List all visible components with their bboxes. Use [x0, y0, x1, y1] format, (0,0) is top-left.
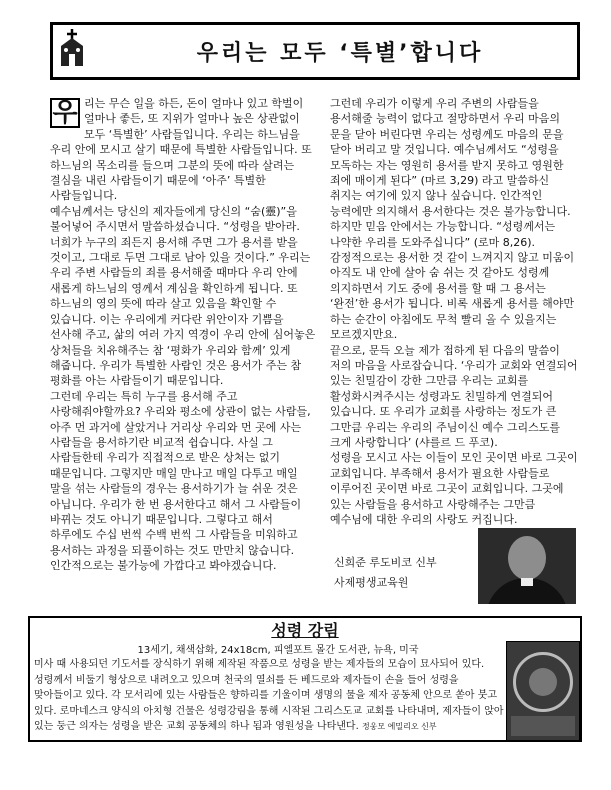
- paragraph: 감정적으로는 용서한 것 같이 느껴지지 않고 미움이 아직도 내 안에 살아 숨 쉬는 것 같아도 성령께 의지하면서 기도 중에 용서를 할 때 그 용서는 ‘완전’한 용서가 됩니다. 비록 새롭게 용서를 해야만 하는 순간이 아침에도 무척 빨리 올 수 있을지는 모르겠지만요.: [330, 251, 575, 342]
- paragraph: 그런데 우리는 특히 누구를 용서해 주고 사랑해줘야할까요? 우리와 평소에 상관이 없는 사람들, 아주 먼 과거에 살았거나 거리상 우리와 먼 곳에 사는 사람들을 용서하기란 비교적 쉽습니다. 사실 그 사람들한테 우리가 직접적으로 받은 상처는 없기 때문입니다. 그렇지만 매일 만나고 매일 다투고 매일 말을 섞는 사람들의 경우는 용서하기가 늘 쉬운 것은 아닙니다. 우리가 한 번 용서한다고 해서 그 사람들이 바뀌는 것도 아니기 때문입니다. 그렇다고 해서 하루에도 수십 번씩 수백 번씩 그 사람들을 미워하고 용서하는 과정을 되풀이하는 것도 만만치 않습니다. 인간적으로는 불가능에 가깝다고 봐야겠습니다.: [50, 389, 311, 573]
- paragraph: 성령을 모시고 사는 이들이 모인 곳이면 바로 그곳이 교회입니다. 부족해서 용서가 필요한 사람들로 이루어진 곳이면 바로 그곳이 교회입니다. 그곳에 있는 사람들을 용서하고 사랑해주는 그만큼 예수님에 대한 우리의 사랑도 커집니다.: [330, 451, 578, 526]
- art-description-text: 미사 때 사용되던 기도서를 장식하기 위해 제작된 작품으로 성령을 받는 제자들의 모습이 묘사되어 있다. 성령께서 비둘기 형상으로 내려오고 있으며 천국의 열쇠를 든 베드로와 제자들이 손을 들어 성령을 맞아들이고 있다. 각 모서리에 있는 사람들은 향하리를 기울이며 생명의 물을 제자 공동체 안으로 쏟아 붓고 있다. 로마네스크 양식의 아치형 건물은 성령강림을 통해 시작된 그리스도교 교회를 나타내며, 제자들이 앉아 있는 둥근 의자는 성령을 받은 교회 공동체의 하나 됨과 영원성을 나타낸다.: [34, 659, 504, 732]
- right-column: [330, 96, 580, 527]
- paragraph: 끝으로, 문득 오늘 제가 접하게 된 다음의 말씀이 저의 마음을 사로잡습니다. ‘우리가 교회와 연결되어 있는 친밀감이 강한 그만큼 우리는 교회를 활성화시켜주시는 성령과도 친밀하게 연결되어 있습니다. 또 우리가 교회를 사랑하는 정도가 큰 그만큼 우리는 우리의 주님이신 예수 그리스도를 크게 사랑합니다’ (샤를르 드 푸코).: [330, 343, 578, 449]
- art-title: 성령 강림: [271, 621, 339, 640]
- artwork-image: [506, 641, 580, 741]
- author-name: 신희준 루도비코 신부: [334, 556, 437, 569]
- page-title: 우리는 모두 ‘특별’합니다: [196, 41, 484, 66]
- left-column: [50, 96, 318, 574]
- art-description: [34, 657, 504, 735]
- author-photo: [478, 528, 576, 604]
- paragraph: 그런데 우리가 이렇게 우리 주변의 사람들을 용서해줄 능력이 없다고 절망하면서 우리 마음의 문을 닫아 버린다면 우리는 성령께도 마음의 문을 닫아 버리고 말 것입니다. 예수님께서도 “성령을 모독하는 자는 영원히 용서를 받지 못하고 영원한 죄에 매이게 된다” (마르 3,29) 라고 말씀하신 취지는 여기에 있지 않나 싶습니다. 인간적인 능력에만 의지해서 용서한다는 것은 불가능합니다. 하지만 믿음 안에서는 가능합니다. “성령께서는 나약한 우리를 도와주십니다” (로마 8,26).: [330, 97, 571, 249]
- lead-text: 리는 무슨 일을 하든, 돈이 얼마나 있고 학벌이 얼마나 좋든, 또 지위가 얼마나 높은 상관없이 모두 ‘특별한’ 사람들입니다. 우리는 하느님을 우리 안에 모시고 살기 때문에 특별한 사람들입니다. 또 하느님의 목소리를 들으며 그분의 뜻에 따라 살려는 결심을 내린 사람들이기 때문에 ‘아주’ 특별한 사람들입니다.: [50, 97, 312, 203]
- art-caption: 13세기, 채색삽화, 24x18cm, 피엘포트 몰간 도서관, 뉴욕, 미국: [137, 645, 419, 656]
- author-org: 사제평생교육원: [334, 576, 409, 589]
- art-author: 정웅모 에밀리오 신부: [361, 722, 437, 731]
- drop-cap: 우: [50, 98, 80, 128]
- lead-paragraph: [50, 96, 318, 204]
- paragraph: 예수님께서는 당신의 제자들에게 당신의 “숨(靈)”을 불어넣어 주시면서 말씀하셨습니다. “성령을 받아라. 너희가 누구의 죄든지 용서해 주면 그가 용서를 받을 것이고, 그대로 두면 그대로 남아 있을 것이다.” 우리는 우리 주변 사람들의 죄를 용서해줄 때마다 우리 안에 새롭게 하느님의 영께서 계심을 확인하게 됩니다. 또 하느님의 영의 뜻에 따라 살고 있음을 확인할 수 있습니다. 이는 우리에게 커다란 위안이자 기쁨을 선사해 주고, 삶의 여러 가지 역경이 우리 안에 심어놓은 상처들을 치유해주는 참 ‘평화가 우리와 함께’ 있게 해줍니다. 우리가 특별한 사람인 것은 용서가 주는 참 평화를 아는 사람들이기 때문입니다.: [50, 204, 316, 388]
- church-logo-icon: [56, 26, 88, 74]
